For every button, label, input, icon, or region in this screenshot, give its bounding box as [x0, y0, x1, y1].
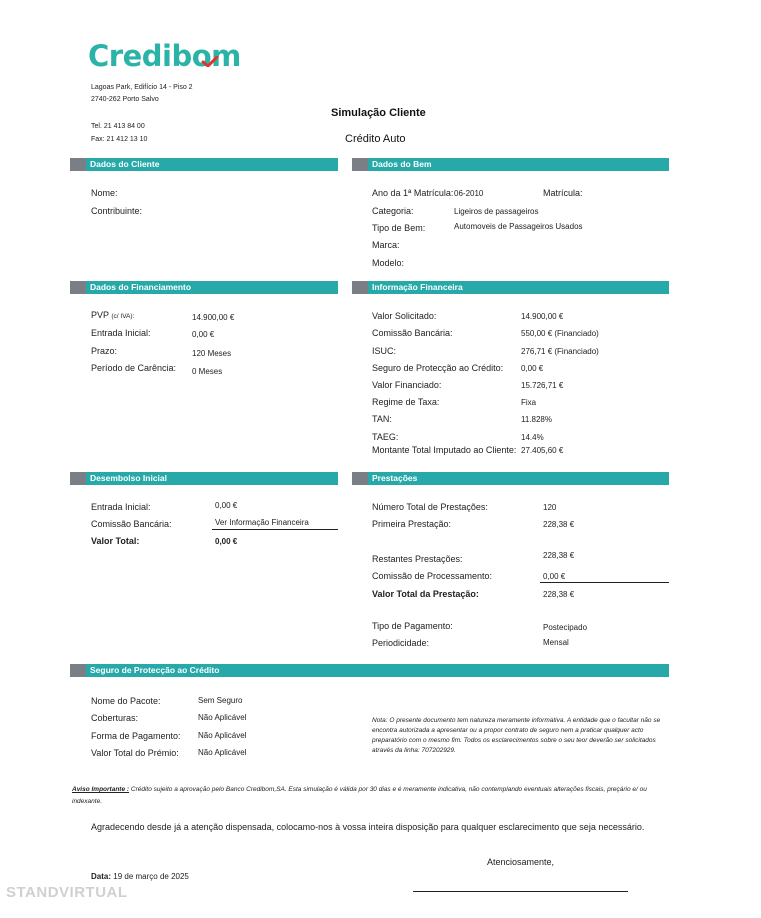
info-financeira-value: 11.828% [521, 415, 552, 424]
nome-label: Nome: [91, 188, 118, 198]
desembolso-total-label: Valor Total: [91, 536, 140, 546]
signature-line [413, 891, 628, 892]
info-financeira-value: 14.4% [521, 433, 544, 442]
modelo-label: Modelo: [372, 258, 405, 268]
info-financeira-value: 0,00 € [521, 364, 544, 373]
entrada-inicial-value: 0,00 € [192, 330, 215, 339]
pvp-label-suffix: (c/ IVA): [111, 313, 135, 320]
valor-total-prestacao-value: 228,38 € [543, 590, 575, 599]
desembolso-divider [212, 529, 338, 530]
comissao-processamento-value: 0,00 € [543, 572, 566, 581]
section-header-cliente: Dados do Cliente [70, 158, 338, 171]
pvp-value: 14.900,00 € [192, 313, 235, 322]
primeira-prestacao-label: Primeira Prestação: [372, 519, 452, 529]
info-financeira-value: 14.900,00 € [521, 312, 564, 321]
montante-total-label: Montante Total Imputado ao Cliente: [372, 445, 517, 455]
periodicidade-label: Periodicidade: [372, 638, 430, 648]
categoria-label: Categoria: [372, 206, 414, 216]
aviso-label: Aviso Importante : [72, 786, 130, 793]
info-financeira-label: Seguro de Protecção ao Crédito: [372, 363, 504, 373]
document-subtitle: Crédito Auto [345, 133, 406, 145]
carencia-value: 0 Meses [192, 367, 223, 376]
info-financeira-label: Regime de Taxa: [372, 397, 440, 407]
desembolso-entrada-value: 0,00 € [215, 501, 238, 510]
desembolso-total-value: 0,00 € [215, 537, 238, 546]
info-financeira-value: 15.726,71 € [521, 381, 564, 390]
info-financeira-label: ISUC: [372, 346, 397, 356]
seguro-label: Nome do Pacote: [91, 696, 161, 706]
matricula-label: Matrícula: [543, 188, 583, 198]
watermark: STANDVIRTUAL [6, 884, 128, 901]
info-financeira-label: TAN: [372, 414, 392, 424]
fax: Fax: 21 412 13 10 [91, 136, 148, 143]
section-header-info-financeira: Informação Financeira [352, 281, 669, 294]
section-header-desembolso: Desembolso Inicial [70, 472, 338, 485]
seguro-label: Forma de Pagamento: [91, 731, 181, 741]
desembolso-comissao-value: Ver Informação Financeira [215, 518, 309, 527]
contribuinte-label: Contribuinte: [91, 206, 143, 216]
periodicidade-value: Mensal [543, 638, 569, 647]
info-financeira-value: 550,00 € (Financiado) [521, 329, 599, 338]
tipo-pagamento-value: Postecipado [543, 623, 588, 632]
valor-total-prestacao-label: Valor Total da Prestação: [372, 589, 479, 599]
document-title: Simulação Cliente [331, 107, 426, 119]
info-financeira-label: Valor Solicitado: [372, 311, 437, 321]
desembolso-entrada-label: Entrada Inicial: [91, 502, 151, 512]
seguro-note: Nota: O presente documento tem natureza meramente informativa. A entidade que o facultar não se encontra autorizada a apresentar ou a propor contrato de seguro nem a praticar qualquer acto preparatório com o mesmo fim. Todos os esclarecimentos sobre o seu teor deverão ser solicitados através da linha: 707202929. [372, 717, 661, 754]
info-financeira-label: TAEG: [372, 432, 399, 442]
tipo-bem-label: Tipo de Bem: [372, 223, 426, 233]
section-header-seguro: Seguro de Protecção ao Crédito [70, 664, 669, 677]
telephone: Tel. 21 413 84 00 [91, 123, 145, 130]
marca-label: Marca: [372, 240, 400, 250]
ano-matricula-value: 06-2010 [454, 189, 484, 198]
check-icon [201, 56, 219, 67]
ano-matricula-label: Ano da 1ª Matrícula: [372, 188, 454, 198]
section-header-financiamento: Dados do Financiamento [70, 281, 338, 294]
restantes-prestacoes-label: Restantes Prestações: [372, 554, 463, 564]
tipo-pagamento-label: Tipo de Pagamento: [372, 621, 453, 631]
aviso-text: Crédito sujeito a aprovação pelo Banco Credibom,SA. Esta simulação é válida por 30 dias e é meramente indicativa, não contemplando eventuais alterações fiscais, preçário e/ ou indexante. [72, 786, 647, 805]
comissao-processamento-label: Comissão de Processamento: [372, 571, 493, 581]
seguro-label: Coberturas: [91, 713, 139, 723]
prazo-label: Prazo: [91, 346, 118, 356]
address-line-2: 2740-262 Porto Salvo [91, 96, 159, 103]
credibom-logo [88, 39, 241, 73]
info-financeira-value: 276,71 € (Financiado) [521, 347, 599, 356]
data-value: 19 de março de 2025 [113, 872, 189, 881]
tipo-bem-value: Automoveis de Passageiros Usados [454, 222, 583, 231]
section-header-prestacoes: Prestações [352, 472, 669, 485]
section-header-bem: Dados do Bem [352, 158, 669, 171]
entrada-inicial-label: Entrada Inicial: [91, 328, 151, 338]
pvp-label-text: PVP [91, 310, 109, 320]
seguro-value: Não Aplicável [198, 713, 247, 722]
pvp-label [91, 310, 134, 320]
desembolso-comissao-label: Comissão Bancária: [91, 519, 172, 529]
logo-text: Credibom [88, 39, 241, 73]
seguro-value: Não Aplicável [198, 731, 247, 740]
data-line [91, 872, 189, 881]
montante-total-value: 27.405,60 € [521, 446, 564, 455]
primeira-prestacao-value: 228,38 € [543, 520, 575, 529]
atenciosamente: Atenciosamente, [487, 857, 555, 867]
data-label: Data: [91, 872, 112, 881]
prazo-value: 120 Meses [192, 349, 232, 358]
address-line-1: Lagoas Park, Edifício 14 - Piso 2 [91, 84, 193, 91]
seguro-label: Valor Total do Prémio: [91, 748, 179, 758]
seguro-value: Sem Seguro [198, 696, 243, 705]
carencia-label: Período de Carência: [91, 363, 177, 373]
num-prestacoes-value: 120 [543, 503, 557, 512]
restantes-prestacoes-value: 228,38 € [543, 551, 575, 560]
info-financeira-label: Valor Financiado: [372, 380, 442, 390]
seguro-value: Não Aplicável [198, 748, 247, 757]
aviso-importante [72, 784, 672, 808]
categoria-value: Ligeiros de passageiros [454, 207, 539, 216]
agradecimento: Agradecendo desde já a atenção dispensada, colocamo-nos à vossa inteira disposição para qualquer esclarecimento que seja necessário. [91, 822, 645, 832]
info-financeira-value: Fixa [521, 398, 537, 407]
num-prestacoes-label: Número Total de Prestações: [372, 502, 488, 512]
prestacoes-divider [540, 582, 669, 583]
info-financeira-label: Comissão Bancária: [372, 328, 453, 338]
